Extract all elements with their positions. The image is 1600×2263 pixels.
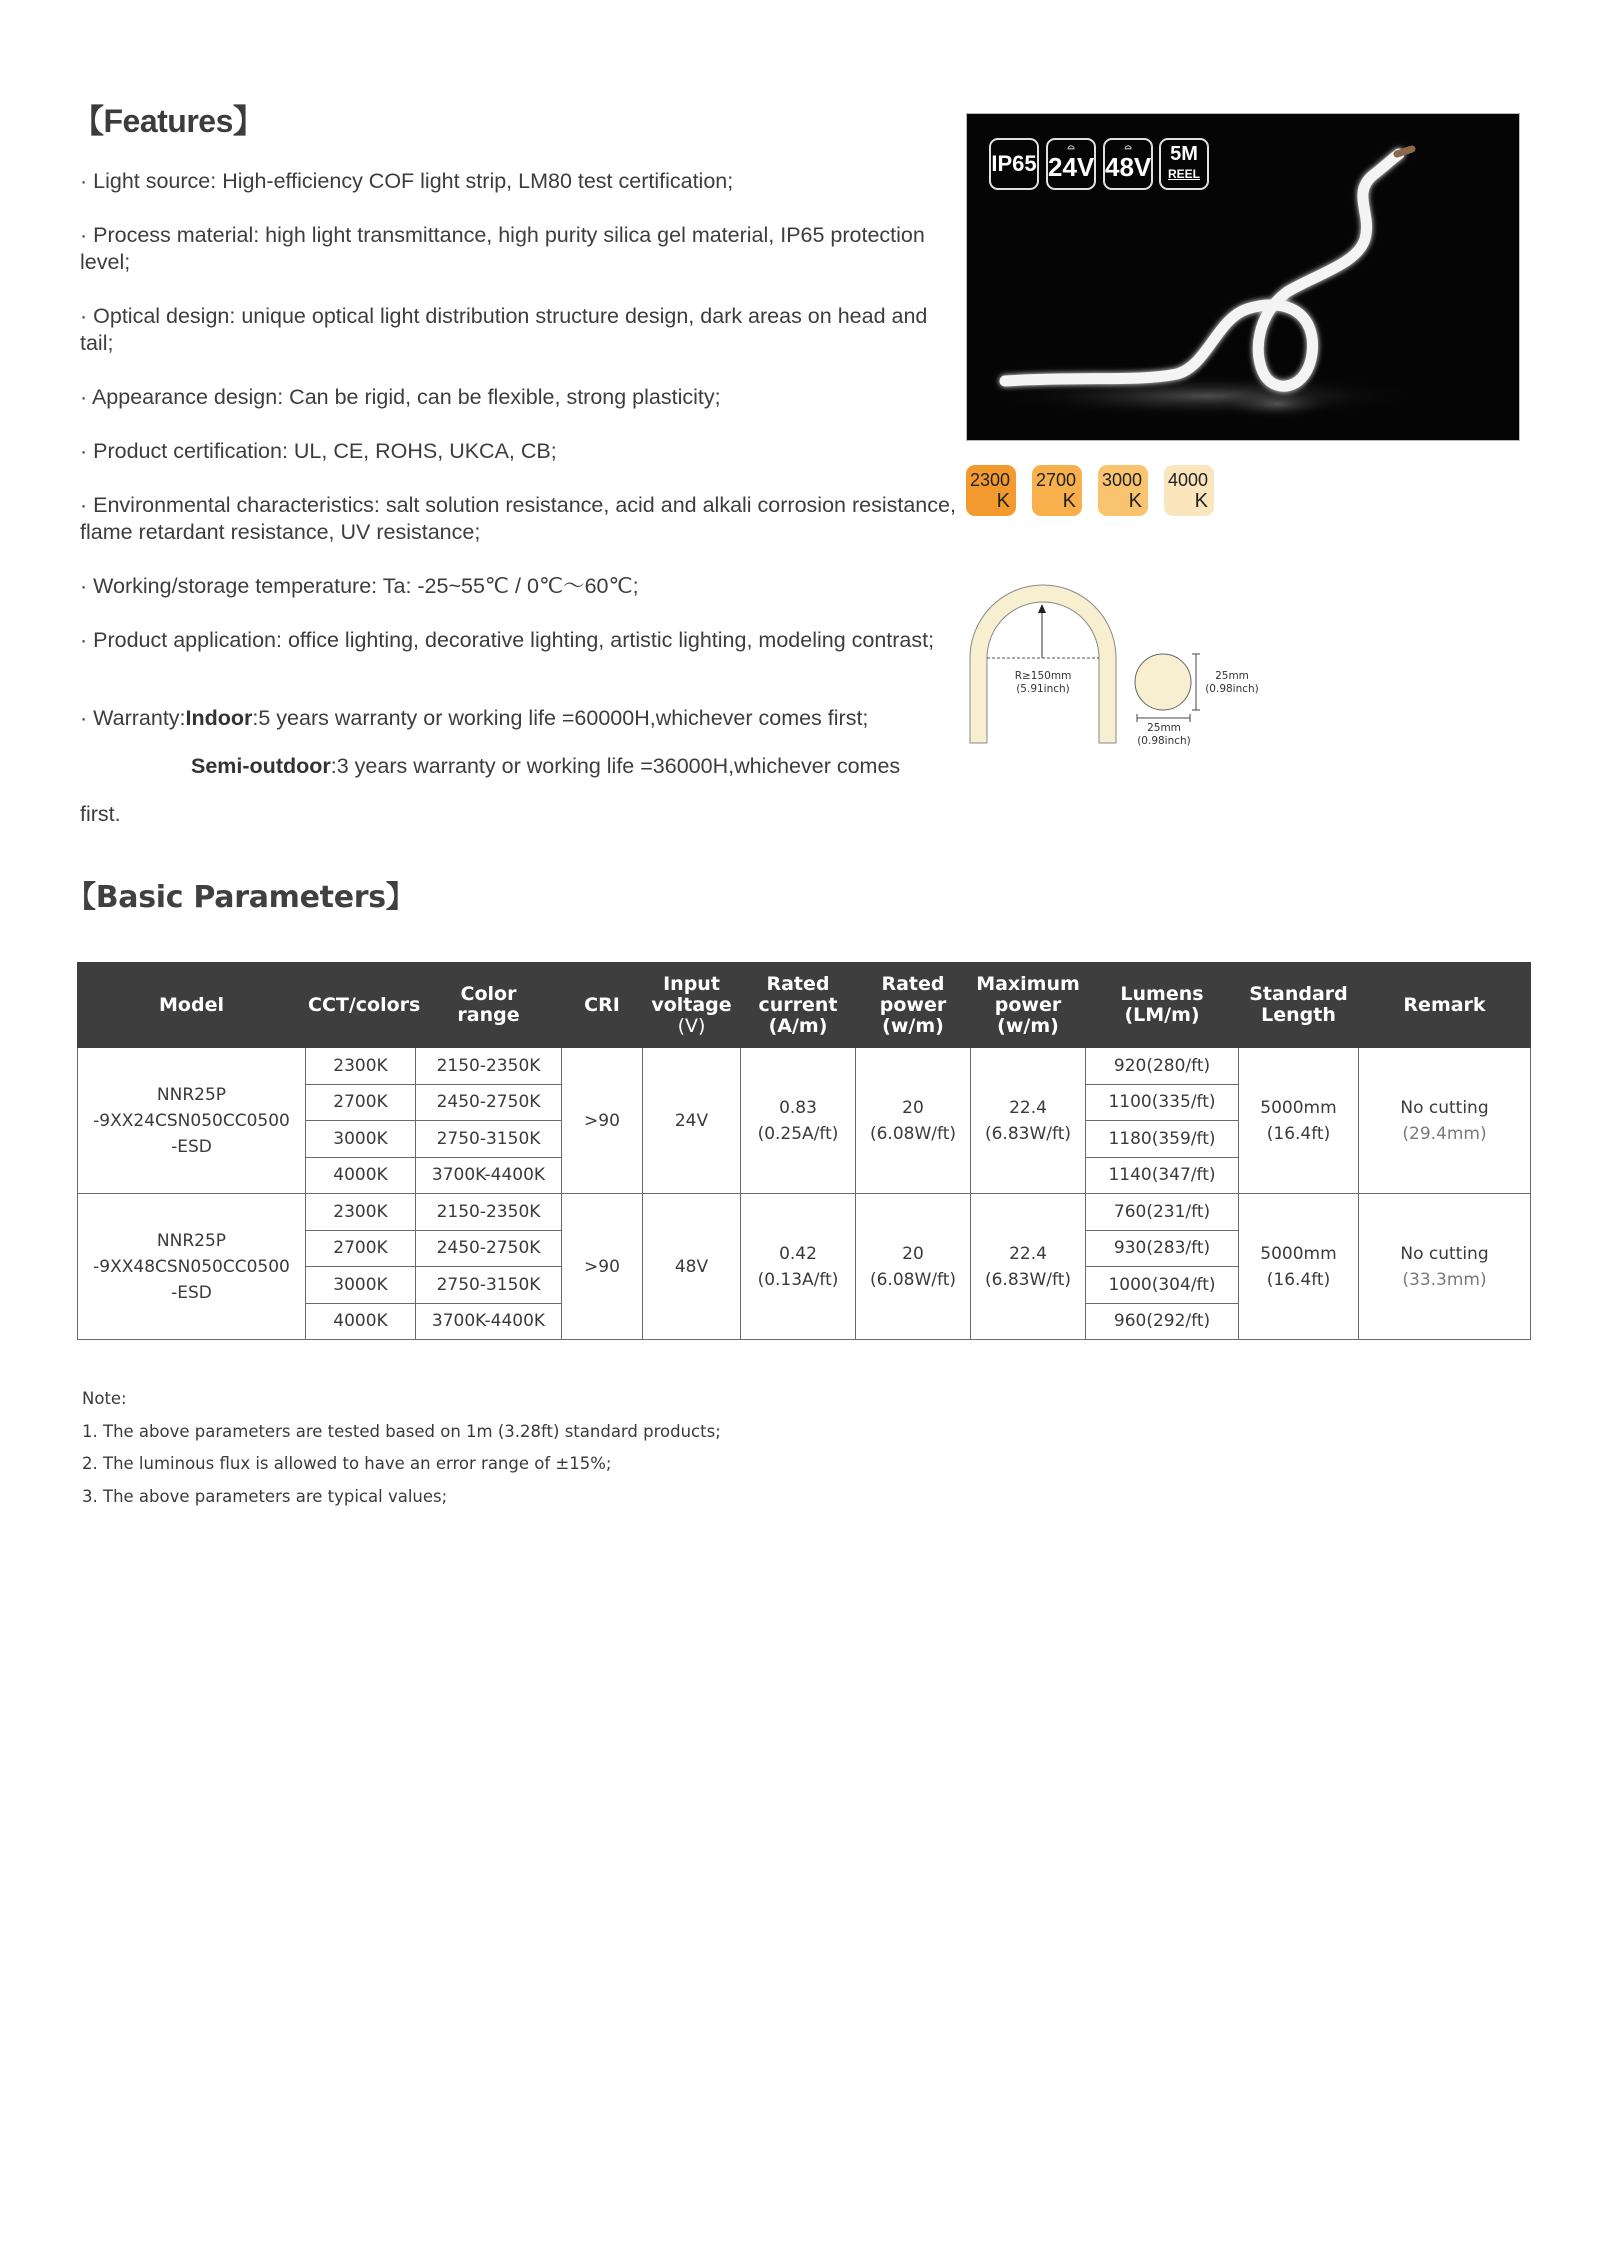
cri-cell: >90 <box>562 1048 643 1194</box>
feature-warranty-indoor <box>80 705 960 732</box>
feature-application: · Product application: office lighting, decorative lighting, artistic lighting, modeling contrast; <box>80 628 935 652</box>
header-cct: CCT/colors <box>306 963 416 1048</box>
cct-swatch-2700k: 2700 K <box>1032 465 1082 516</box>
cct-cell: 2300K <box>306 1194 416 1231</box>
current-cell: 0.83 (0.25A/ft) <box>741 1048 856 1194</box>
max-power-cell: 22.4 (6.83W/ft) <box>971 1048 1086 1194</box>
feature-warranty-semi-outdoor <box>191 753 971 780</box>
header-standard-length: Standard Length <box>1239 963 1359 1048</box>
model-cell: NNR25P -9XX48CSN050CC0500 -ESD <box>78 1194 306 1340</box>
bend-radius-label: R≥150mm (5.91inch) <box>1014 670 1072 695</box>
voltage-cell: 24V <box>643 1048 741 1194</box>
warranty-semi-tail: first. <box>80 802 121 826</box>
voltage-cell: 48V <box>643 1194 741 1340</box>
product-photo <box>966 113 1520 441</box>
lumens-cell: 920(280/ft) <box>1086 1048 1239 1085</box>
remark-cell: No cutting (33.3mm) <box>1359 1194 1531 1340</box>
cct-swatch-4000k: 4000 K <box>1164 465 1214 516</box>
feature-light-source: · Light source: High-efficiency COF light strip, LM80 test certification; <box>80 169 734 193</box>
length-cell: 5000mm (16.4ft) <box>1239 1048 1359 1194</box>
cct-swatch-2300k: 2300 K <box>966 465 1016 516</box>
feature-certification: · Product certification: UL, CE, ROHS, UKCA, CB; <box>80 439 557 463</box>
cri-cell: >90 <box>562 1194 643 1340</box>
model-cell: NNR25P -9XX24CSN050CC0500 -ESD <box>78 1048 306 1194</box>
note-item: 3. The above parameters are typical values; <box>82 1486 448 1506</box>
warranty-indoor-label: Indoor <box>185 706 253 730</box>
cct-swatch-3000k: 3000 K <box>1098 465 1148 516</box>
feature-appearance-design: · Appearance design: Can be rigid, can be flexible, strong plasticity; <box>80 385 721 409</box>
color-range-cell: 2150-2350K <box>416 1194 562 1231</box>
table-row <box>78 1194 1531 1231</box>
basic-parameters-heading: 【Basic Parameters】 <box>66 880 416 915</box>
lumens-cell: 1180(359/ft) <box>1086 1121 1239 1158</box>
header-input-voltage: Input voltage (V) <box>643 963 741 1048</box>
cct-swatch-row <box>966 465 1214 516</box>
remark-cell: No cutting (29.4mm) <box>1359 1048 1531 1194</box>
dimension-diagram <box>962 578 1282 758</box>
bend-radius-drawing <box>962 578 1282 758</box>
reel-icon: REEL <box>1167 167 1200 181</box>
lumens-cell: 960(292/ft) <box>1086 1303 1239 1340</box>
color-range-cell: 2450-2750K <box>416 1230 562 1267</box>
24v-badge: ⌓ 24V <box>1046 138 1096 190</box>
48v-badge: ⌓ 48V <box>1103 138 1153 190</box>
lumens-cell: 760(231/ft) <box>1086 1194 1239 1231</box>
width-label: 25mm (0.98inch) <box>1137 722 1191 747</box>
lumens-cell: 1100(335/ft) <box>1086 1084 1239 1121</box>
header-model: Model <box>78 963 306 1048</box>
header-color-range: Color range <box>416 963 562 1048</box>
header-cri: CRI <box>562 963 643 1048</box>
ip65-badge: IP65 <box>989 138 1039 190</box>
length-cell: 5000mm (16.4ft) <box>1239 1194 1359 1340</box>
led-strip-illustration <box>967 114 1520 441</box>
features-heading: 【Features】 <box>72 103 265 139</box>
header-lumens: Lumens (LM/m) <box>1086 963 1239 1048</box>
cct-cell: 3000K <box>306 1267 416 1304</box>
color-range-cell: 2150-2350K <box>416 1048 562 1085</box>
note-item: 2. The luminous flux is allowed to have an error range of ±15%; <box>82 1454 612 1473</box>
warranty-indoor-text: :5 years warranty or working life =60000H,whichever comes first; <box>252 706 869 730</box>
voltage-icon: ⌓ <box>1124 141 1132 151</box>
voltage-icon: ⌓ <box>1067 141 1075 151</box>
header-maximum-power: Maximum power (w/m) <box>971 963 1086 1048</box>
color-range-cell: 3700K-4400K <box>416 1303 562 1340</box>
warranty-prefix: · Warranty: <box>80 706 186 730</box>
5m-reel-badge: 5M REEL <box>1159 138 1209 190</box>
current-cell: 0.42 (0.13A/ft) <box>741 1194 856 1340</box>
notes-title: Note: <box>82 1389 127 1408</box>
warranty-semi-text: :3 years warranty or working life =36000H,whichever comes <box>330 754 901 778</box>
feature-temperature: · Working/storage temperature: Ta: -25~55℃ / 0℃～60℃; <box>80 574 639 598</box>
cct-cell: 2300K <box>306 1048 416 1085</box>
notes-section <box>82 1383 721 1513</box>
color-range-cell: 2750-3150K <box>416 1121 562 1158</box>
header-remark: Remark <box>1359 963 1531 1048</box>
power-cell: 20 (6.08W/ft) <box>856 1194 971 1340</box>
header-rated-power: Rated power (w/m) <box>856 963 971 1048</box>
feature-process-material: · Process material: high light transmittance, high purity silica gel material, IP65 protection level; <box>80 223 925 274</box>
height-label: 25mm (0.98inch) <box>1205 670 1259 695</box>
cct-cell: 4000K <box>306 1303 416 1340</box>
table-row <box>78 1048 1531 1085</box>
cct-cell: 4000K <box>306 1157 416 1194</box>
color-range-cell: 2450-2750K <box>416 1084 562 1121</box>
lumens-cell: 930(283/ft) <box>1086 1230 1239 1267</box>
cct-cell: 2700K <box>306 1230 416 1267</box>
max-power-cell: 22.4 (6.83W/ft) <box>971 1194 1086 1340</box>
warranty-semi-label: Semi-outdoor <box>191 754 331 778</box>
header-rated-current: Rated current (A/m) <box>741 963 856 1048</box>
color-range-cell: 3700K-4400K <box>416 1157 562 1194</box>
table-header-row <box>78 963 1531 1048</box>
feature-optical-design: · Optical design: unique optical light distribution structure design, dark areas on head and tail; <box>80 304 928 355</box>
feature-environmental: · Environmental characteristics: salt solution resistance, acid and alkali corrosion resistance, flame retardant resistance, UV resistance; <box>80 493 956 544</box>
lumens-cell: 1000(304/ft) <box>1086 1267 1239 1304</box>
note-item: 1. The above parameters are tested based on 1m (3.28ft) standard products; <box>82 1421 721 1441</box>
power-cell: 20 (6.08W/ft) <box>856 1048 971 1194</box>
lumens-cell: 1140(347/ft) <box>1086 1157 1239 1194</box>
parameters-table <box>77 962 1531 1340</box>
cct-cell: 3000K <box>306 1121 416 1158</box>
cct-cell: 2700K <box>306 1084 416 1121</box>
color-range-cell: 2750-3150K <box>416 1267 562 1304</box>
